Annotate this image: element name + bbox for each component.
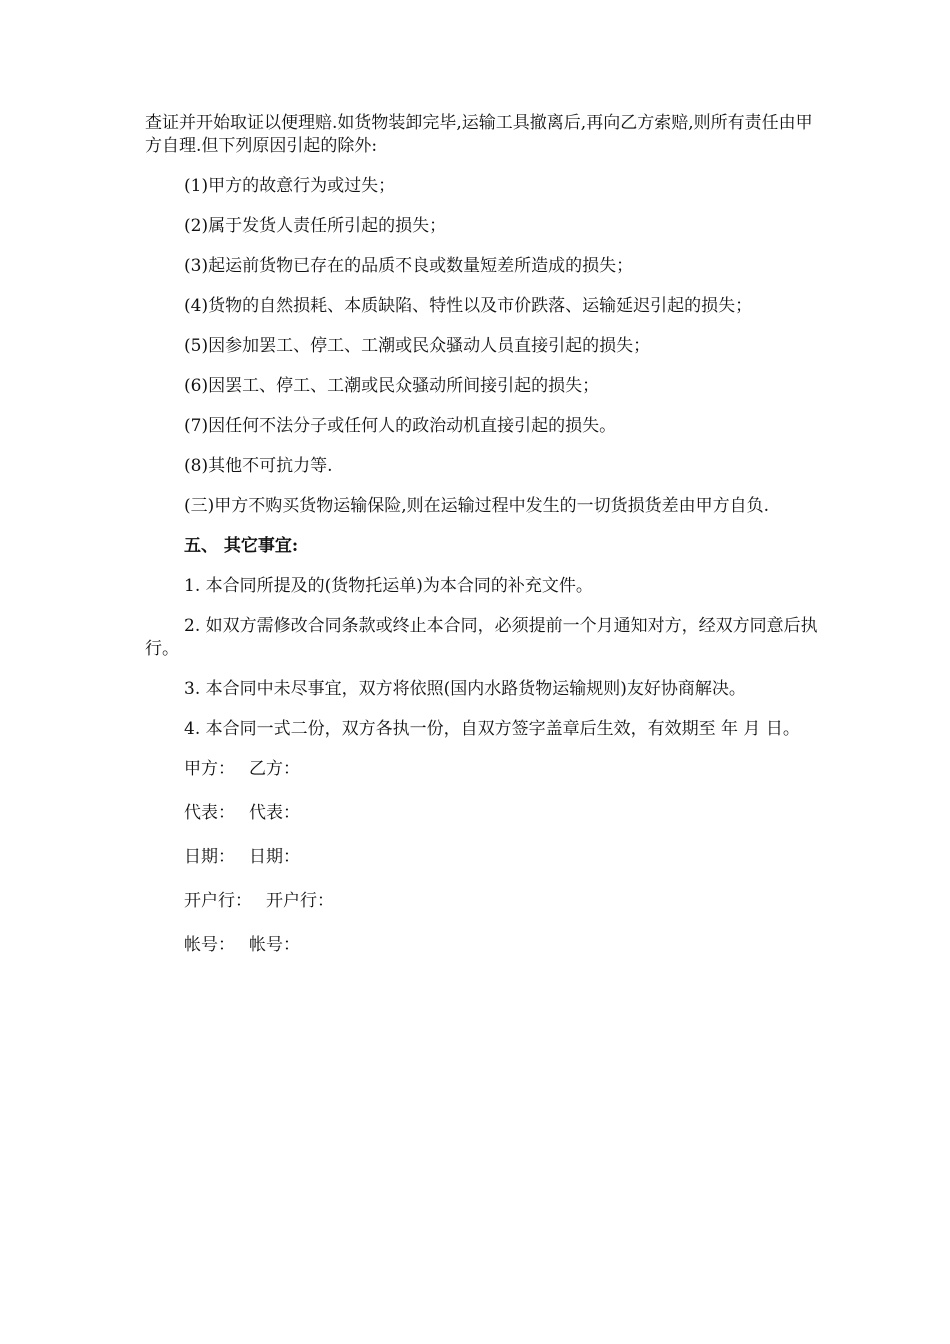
party-b-label: 乙方： xyxy=(249,759,300,779)
section5-item-3: 3. 本合同中未尽事宜，双方将依照(国内水路货物运输规则)友好协商解决。 xyxy=(184,679,746,699)
section-heading-5: 五、 其它事宜: xyxy=(184,536,299,556)
signature-row-representative xyxy=(145,802,825,825)
party-a-label: 甲方： xyxy=(184,759,235,779)
exception-item-5: (5)因参加罢工、停工、工潮或民众骚动人员直接引起的损失； xyxy=(184,336,651,356)
exception-item-7: (7)因任何不法分子或任何人的政治动机直接引起的损失。 xyxy=(184,416,617,436)
exception-item-4: (4)货物的自然损耗、本质缺陷、特性以及市价跌落、运输延迟引起的损失； xyxy=(184,296,753,316)
bank-a-label: 开户行： xyxy=(184,891,252,911)
exception-item-3: (3)起运前货物已存在的品质不良或数量短差所造成的损失； xyxy=(184,256,634,276)
exception-item-8: (8)其他不可抗力等. xyxy=(184,456,333,476)
paragraph-no-insurance: (三)甲方不购买货物运输保险,则在运输过程中发生的一切货损货差由甲方自负. xyxy=(184,496,770,516)
document-body xyxy=(145,112,825,978)
representative-b-label: 代表： xyxy=(249,803,300,823)
section5-item-4: 4. 本合同一式二份，双方各执一份，自双方签字盖章后生效，有效期至 年 月 日。 xyxy=(184,719,800,739)
date-b-label: 日期： xyxy=(249,847,300,867)
signature-row-party xyxy=(145,758,825,781)
account-a-label: 帐号： xyxy=(184,935,235,955)
representative-a-label: 代表： xyxy=(184,803,235,823)
paragraph-claims: 查证并开始取证以便理赔.如货物装卸完毕,运输工具撤离后,再向乙方索赔,则所有责任由甲方自理.但下列原因引起的除外: xyxy=(145,113,813,156)
exception-item-6: (6)因罢工、停工、工潮或民众骚动所间接引起的损失； xyxy=(184,376,600,396)
signature-row-account xyxy=(145,934,825,957)
signature-row-date xyxy=(145,846,825,869)
bank-b-label: 开户行： xyxy=(266,891,334,911)
exception-item-2: (2)属于发货人责任所引起的损失； xyxy=(184,216,447,236)
date-a-label: 日期： xyxy=(184,847,235,867)
account-b-label: 帐号： xyxy=(249,935,300,955)
exception-item-1: (1)甲方的故意行为或过失； xyxy=(184,176,396,196)
section5-item-1: 1. 本合同所提及的(货物托运单)为本合同的补充文件。 xyxy=(184,576,593,596)
section5-item-2: 2. 如双方需修改合同条款或终止本合同，必须提前一个月通知对方，经双方同意后执行。 xyxy=(145,616,818,659)
signature-row-bank xyxy=(145,890,825,913)
